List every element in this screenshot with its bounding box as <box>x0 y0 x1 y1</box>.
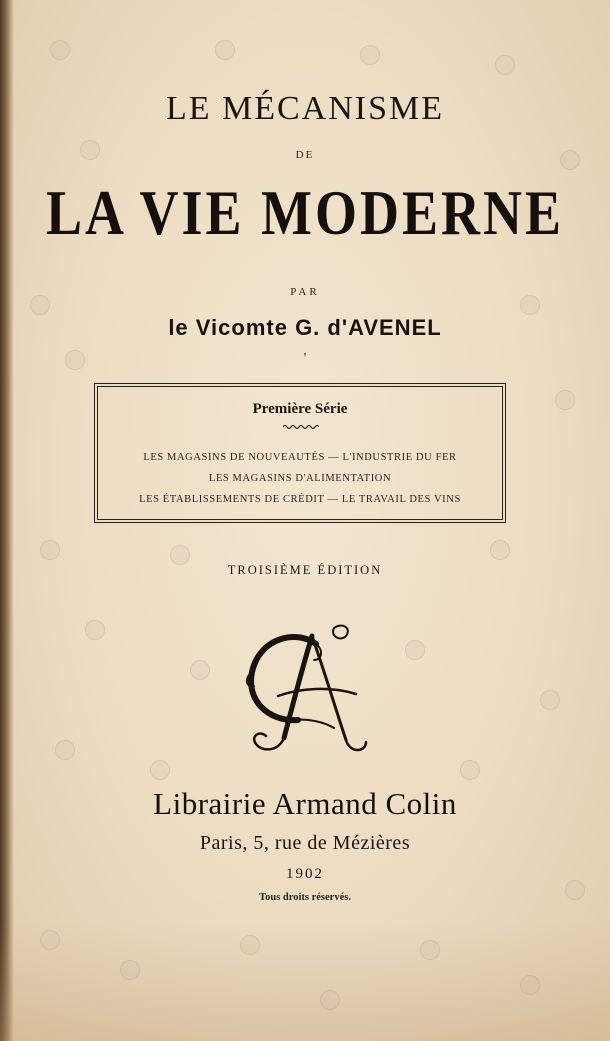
printer-mark: ' <box>303 351 307 366</box>
main-title: LA VIE MODERNE <box>45 177 565 248</box>
page-aging-shade <box>0 921 610 1041</box>
publication-year: 1902 <box>286 866 324 882</box>
edition-label: TROISIÈME ÉDITION <box>227 563 383 577</box>
armand-colin-monogram-icon <box>238 622 372 762</box>
author-by: PAR <box>290 286 320 298</box>
title-line-1: LE MÉCANISME <box>165 90 445 127</box>
publisher-name: Librairie Armand Colin <box>153 786 457 821</box>
series-title: Première Série <box>252 401 348 417</box>
series-line: LES MAGASINS DE NOUVEAUTÉS — L'INDUSTRIE DU FER <box>143 452 457 463</box>
title-connector: DE <box>295 149 315 161</box>
rights-notice: Tous droits réservés. <box>259 892 351 903</box>
wavy-ornament-icon <box>283 424 319 430</box>
author-name: le Vicomte G. d'AVENEL <box>168 315 442 340</box>
series-line: LES MAGASINS D'ALIMENTATION <box>208 473 392 484</box>
publisher-address: Paris, 5, rue de Mézières <box>199 832 411 854</box>
series-line: LES ÉTABLISSEMENTS DE CRÉDIT — LE TRAVAIL DES VINS <box>139 494 461 505</box>
series-contents-box <box>94 383 506 523</box>
